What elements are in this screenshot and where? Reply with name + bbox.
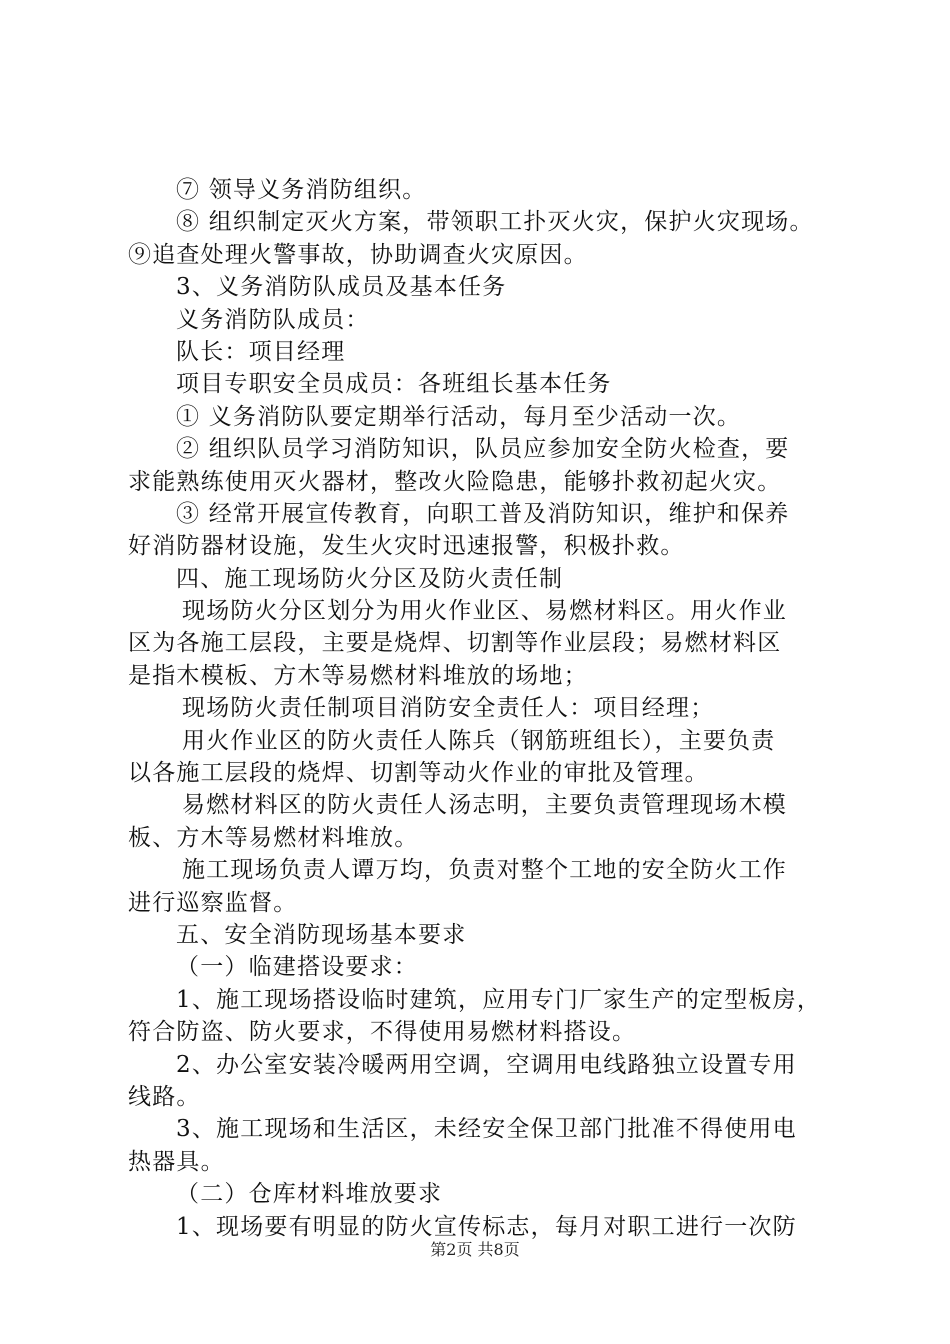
- paragraph-line: 现场防火责任制项目消防安全责任人：项目经理；: [182, 695, 715, 722]
- list-item-8: ⑧ 组织制定灭火方案，带领职工扑灭火灾，保护火灾现场。: [176, 209, 814, 236]
- list-item-7: ⑦ 领导义务消防组织。: [176, 177, 427, 203]
- list-item-3: ③ 经常开展宣传教育，向职工普及消防知识，维护和保养: [176, 500, 790, 527]
- paragraph-line: 线路。: [128, 1083, 201, 1110]
- page-number: 第2页 共8页: [430, 1240, 520, 1259]
- document-body: [128, 174, 848, 1243]
- paragraph-line: 项目专职安全员成员：各班组长基本任务: [176, 371, 612, 398]
- paragraph-line: 2、办公室安装冷暖两用空调，空调用电线路独立设置专用: [176, 1051, 797, 1078]
- paragraph-line: 用火作业区的防火责任人陈兵（钢筋班组长），主要负责: [182, 727, 776, 754]
- section-heading-5: 五、安全消防现场基本要求: [176, 921, 467, 948]
- paragraph-line: 求能熟练使用灭火器材，整改火险隐患，能够扑救初起火灾。: [128, 468, 782, 495]
- section-heading-4: 四、施工现场防火分区及防火责任制: [176, 565, 564, 592]
- subsection-heading-2: （二）仓库材料堆放要求: [176, 1181, 443, 1208]
- paragraph-line: 是指木模板、方木等易燃材料堆放的场地；: [128, 662, 588, 689]
- list-item-2: ② 组织队员学习消防知识，队员应参加安全防火检查，要: [176, 436, 790, 463]
- section-heading-3: 3、义务消防队成员及基本任务: [176, 274, 507, 301]
- paragraph-line: 3、施工现场和生活区，未经安全保卫部门批准不得使用电: [176, 1116, 797, 1143]
- paragraph-line: 1、施工现场搭设临时建筑，应用专门厂家生产的定型板房，: [176, 986, 822, 1013]
- paragraph-line: 好消防器材设施，发生火灾时迅速报警，积极扑救。: [128, 533, 685, 560]
- paragraph-line: 1、现场要有明显的防火宣传标志，每月对职工进行一次防: [176, 1213, 797, 1240]
- paragraph-line: 义务消防队成员：: [176, 306, 370, 333]
- paragraph-line: 以各施工层段的烧焊、切割等动火作业的审批及管理。: [128, 760, 709, 787]
- paragraph-line: 符合防盗、防火要求，不得使用易燃材料搭设。: [128, 1019, 637, 1046]
- list-item-1: ① 义务消防队要定期举行活动，每月至少活动一次。: [176, 403, 742, 430]
- paragraph-line: 进行巡察监督。: [128, 889, 298, 916]
- paragraph-line: 施工现场负责人谭万均，负责对整个工地的安全防火工作: [182, 857, 787, 884]
- paragraph-line: 现场防火分区划分为用火作业区、易燃材料区。用火作业: [182, 598, 787, 625]
- subsection-heading-1: （一）临建搭设要求：: [176, 954, 418, 981]
- list-item-9: ⑨追查处理火警事故，协助调查火灾原因。: [128, 241, 588, 268]
- paragraph-line: 热器具。: [128, 1148, 225, 1175]
- paragraph-line: 区为各施工层段，主要是烧焊、切割等作业层段；易燃材料区: [128, 630, 782, 657]
- paragraph-line: 易燃材料区的防火责任人汤志明，主要负责管理现场木模: [182, 792, 787, 819]
- paragraph-line: 板、方木等易燃材料堆放。: [128, 824, 419, 851]
- paragraph-line: 队长：项目经理: [176, 338, 346, 365]
